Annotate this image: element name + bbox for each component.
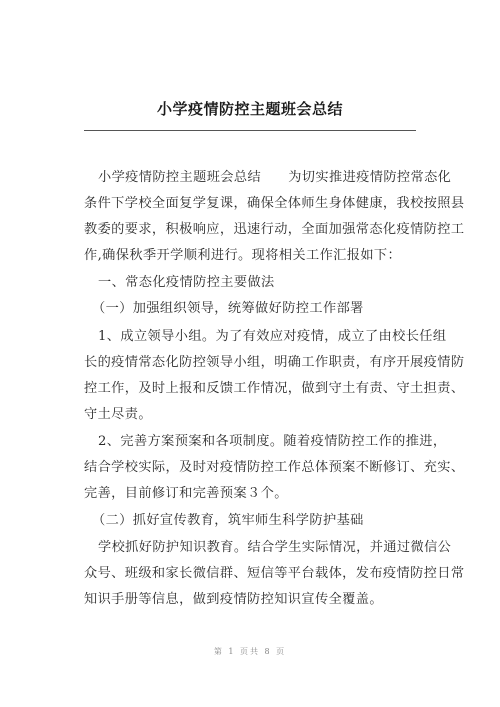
page-number: 第 1 页共 8 页	[213, 647, 287, 656]
subsection-heading: （一）加强组织领导，统筹做好防控工作部署	[92, 301, 364, 316]
paragraph-line: 知识手册等信息，做到疫情防控知识宣传全覆盖。	[84, 592, 383, 607]
paragraph-line: 长的疫情常态化防控领导小组，明确工作职责，有序开展疫情防	[84, 355, 465, 370]
paragraph-line: 控工作，及时上报和反馈工作情况，做到守土有责、守土担责、	[84, 381, 465, 396]
paragraph-line: 守土尽责。	[84, 407, 152, 422]
paragraph-line: 2、完善方案预案和各项制度。随着疫情防控工作的推进，	[98, 434, 447, 449]
paragraph-line: 学校抓好防护知识教育。结合学生实际情况，并通过微信公	[98, 540, 452, 555]
subsection-heading: （二）抓好宣传教育，筑牢师生科学防护基础	[92, 513, 364, 528]
title-divider	[84, 130, 416, 131]
paragraph-line: 1、成立领导小组。为了有效应对疫情，成立了由校长任组	[98, 329, 447, 344]
paragraph-line: 结合学校实际，及时对疫情防控工作总体预案不断修订、充实、	[84, 460, 465, 475]
section-heading: 一、常态化疫情防控主要做法	[98, 275, 275, 290]
document-title: 小学疫情防控主题班会总结	[156, 100, 343, 118]
paragraph-line: 教委的要求，积极响应，迅速行动，全面加强常态化疫情防控工	[84, 222, 465, 237]
paragraph-line: 完善，目前修订和完善预案３个。	[84, 486, 288, 501]
paragraph-line: 作,确保秋季开学顺利进行。现将相关工作汇报如下：	[84, 248, 402, 263]
paragraph-line: 条件下学校全面复学复课，确保全体师生身体健康，我校按照县	[84, 196, 465, 211]
paragraph-line: 众号、班级和家长微信群、短信等平台载体，发布疫情防控日常	[84, 566, 465, 581]
paragraph-line: 小学疫情防控主题班会总结 为切实推进疫情防控常态化	[98, 170, 452, 185]
